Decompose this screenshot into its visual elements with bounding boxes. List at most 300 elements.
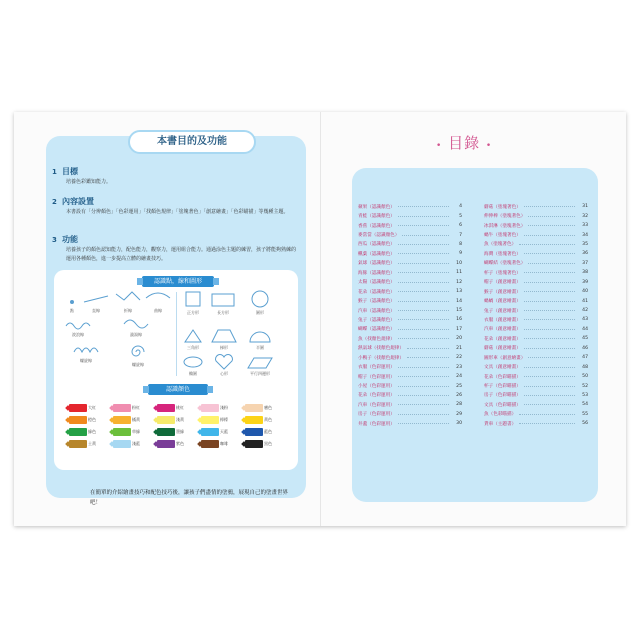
toc-leader-dots	[524, 235, 575, 236]
toc-entry-page: 50	[582, 374, 588, 380]
toc-leader-dots	[524, 291, 575, 292]
toc-leader-dots	[519, 414, 575, 415]
toc-entry-page: 44	[582, 326, 588, 332]
toc-entry-title: 花朵（認識顏色）	[358, 289, 395, 295]
toc-entry-title: 花朵（創意繪畫）	[484, 336, 521, 342]
toc-entry[interactable]	[484, 211, 588, 220]
toc-entry-title: 房子（色彩運用）	[358, 412, 395, 418]
wave-icon	[66, 323, 90, 329]
toc-entry-page: 16	[456, 317, 462, 323]
toc-entry-page: 32	[582, 213, 588, 219]
toc-entry-title: 蘑菇（塗塊著色）	[484, 204, 521, 210]
crayon-body	[157, 428, 175, 436]
toc-entry-title: 帽子（色彩運用）	[358, 374, 395, 380]
toc-entry[interactable]	[484, 306, 588, 315]
toc-entry-title: 杯子（塗塊著色）	[484, 270, 521, 276]
toc-leader-dots	[398, 329, 449, 330]
toc-leader-dots	[398, 216, 449, 217]
toc-entry-title: 西瓜（認識顏色）	[358, 242, 395, 248]
toc-entry[interactable]	[358, 230, 462, 239]
toc-entry-title: 猴子（創意繪畫）	[484, 289, 521, 295]
toc-entry[interactable]	[358, 325, 462, 334]
toc-entry-page: 13	[456, 289, 462, 295]
crayon-label: 藍色	[264, 429, 272, 434]
toc-entry[interactable]	[484, 202, 588, 211]
toc-entry-title: 魚（塗塊著色）	[484, 242, 517, 248]
crayon-label: 淺黃	[176, 417, 184, 422]
toc-entry-page: 14	[456, 298, 462, 304]
crayon-swatch	[154, 440, 184, 448]
crayon-swatch	[110, 440, 140, 448]
toc-entry[interactable]	[484, 325, 588, 334]
toc-entry-title: 兔子（創意繪畫）	[484, 308, 521, 314]
crayon-swatch	[66, 404, 96, 412]
crayon-label: 綠色	[88, 429, 96, 434]
toc-entry-title: 小鴨子（找顏色規律）	[358, 355, 404, 361]
toc-entry-title: 文具（色彩瞄描）	[484, 402, 521, 408]
toc-entry[interactable]	[484, 278, 588, 287]
toc-entry[interactable]	[358, 334, 462, 343]
toc-column-1	[358, 202, 462, 429]
crayon-swatch	[242, 416, 272, 424]
toc-leader-dots	[524, 329, 575, 330]
toc-entry-title: 兔子（認識顏色）	[358, 317, 395, 323]
toc-entry-title: 氣球（認識顏色）	[358, 261, 395, 267]
crayon-body	[69, 404, 87, 412]
label-point: 點	[70, 308, 74, 313]
toc-column-2	[484, 202, 588, 429]
toc-entry-title: 小屋（色彩運用）	[358, 384, 395, 390]
label-loop: 螺旋線	[80, 358, 92, 363]
crayon-body	[245, 404, 263, 412]
toc-entry[interactable]	[484, 400, 588, 409]
crayon-swatch	[66, 440, 96, 448]
toc-entry[interactable]	[358, 391, 462, 400]
crayon-body	[113, 404, 131, 412]
toc-entry[interactable]	[484, 249, 588, 258]
toc-entry[interactable]	[358, 221, 462, 230]
toc-leader-dots	[524, 404, 575, 405]
toc-entry[interactable]	[358, 278, 462, 287]
toc-entry[interactable]	[358, 287, 462, 296]
crayon-swatch	[198, 428, 228, 436]
label-ellipse: 橢圓	[189, 371, 197, 376]
toc-leader-dots	[398, 404, 449, 405]
crayon-label: 粉紅	[132, 405, 140, 410]
circle-icon	[252, 291, 268, 307]
toc-entry-page: 38	[582, 270, 588, 276]
crayon-body	[69, 440, 87, 448]
crayon-label: 橙色	[88, 417, 96, 422]
toc-leader-dots	[524, 386, 575, 387]
label-wave: 波浪線	[72, 332, 84, 337]
crayon-body	[157, 404, 175, 412]
toc-entry-page: 55	[582, 411, 588, 417]
toc-entry-title: 衣服（創意繪畫）	[484, 317, 521, 323]
purpose-title: 本書目的及功能	[128, 130, 256, 154]
crayon-label: 橘黃	[132, 417, 140, 422]
toc-entry-page: 7	[459, 232, 462, 238]
crayon-body	[201, 428, 219, 436]
label-spiral: 螺旋線	[132, 362, 144, 367]
crayon-body	[201, 416, 219, 424]
section-content-desc: 本書設有「分辨顏色」「色彩運用」「找顏色規律」「塗塊著色」「創意繪畫」「色彩瞄描」等幾種主題。	[66, 209, 289, 215]
toc-entry-title: 貨車（主題書）	[484, 421, 517, 427]
toc-entry[interactable]	[358, 249, 462, 258]
colors-ribbon: 認識顏色	[148, 384, 208, 395]
toc-entry-title: 魚（找顏色規律）	[358, 336, 395, 342]
toc-entry-page: 25	[456, 383, 462, 389]
toc-entry-page: 30	[456, 421, 462, 427]
toc-entry[interactable]	[358, 268, 462, 277]
toc-entry-page: 37	[582, 260, 588, 266]
toc-entry-page: 52	[582, 383, 588, 389]
toc-leader-dots	[402, 235, 449, 236]
toc-entry-title: 衣服（色彩運用）	[358, 365, 395, 371]
toc-entry-page: 53	[582, 392, 588, 398]
toc-dot-right: •	[485, 141, 493, 151]
toc-entry-page: 17	[456, 326, 462, 332]
toc-entry-title: 蝸蝸（創意繪畫）	[484, 299, 521, 305]
parallelogram-icon	[248, 358, 272, 368]
label-wave-line: 漩渦線	[130, 332, 142, 337]
loop-line-icon	[74, 348, 98, 352]
crayon-label: 黃色	[264, 417, 272, 422]
toc-entry[interactable]	[484, 268, 588, 277]
toc-entry-title: 杯子（色彩瞄描）	[484, 384, 521, 390]
toc-entry-title: 太陽（認識顏色）	[358, 280, 395, 286]
toc-entry[interactable]	[358, 410, 462, 419]
toc-entry[interactable]	[484, 259, 588, 268]
toc-leader-dots	[398, 395, 449, 396]
toc-leader-dots	[524, 253, 575, 254]
toc-entry[interactable]	[358, 202, 462, 211]
toc-entry-page: 54	[582, 402, 588, 408]
crayon-swatch	[198, 404, 228, 412]
toc-entry-page: 20	[456, 336, 462, 342]
toc-leader-dots	[398, 367, 449, 368]
toc-entry-page: 22	[456, 355, 462, 361]
toc-leader-dots	[398, 225, 449, 226]
toc-entry-title: 冰淇淋（塗塊著色）	[484, 223, 526, 229]
toc-entry[interactable]	[358, 419, 462, 428]
toc-leader-dots	[398, 376, 449, 377]
purpose-panel	[46, 136, 306, 506]
toc-entry-page: 28	[456, 402, 462, 408]
toc-entry[interactable]	[484, 362, 588, 371]
toc-entry-page: 47	[582, 355, 588, 361]
toc-entry-page: 56	[582, 421, 588, 427]
toc-entry-title: 帽子（創意繪畫）	[484, 280, 521, 286]
crayon-body	[69, 428, 87, 436]
toc-entry-title: 花朵（色彩瞄描）	[484, 374, 521, 380]
crayon-swatch	[242, 404, 272, 412]
crayon-label: 紫色	[176, 441, 184, 446]
toc-panel	[352, 168, 598, 502]
toc-leader-dots	[524, 376, 575, 377]
crayon-label: 淺藍	[132, 441, 140, 446]
crayon-body	[157, 416, 175, 424]
toc-entry-title: 蘋果（認識顏色）	[358, 204, 395, 210]
toc-entry[interactable]	[484, 334, 588, 343]
toc-entry[interactable]	[484, 230, 588, 239]
toc-entry[interactable]	[358, 315, 462, 324]
toc-entry-page: 42	[582, 308, 588, 314]
book-spine	[320, 112, 321, 526]
toc-leader-dots	[398, 319, 449, 320]
toc-entry-page: 9	[459, 251, 462, 257]
toc-leader-dots	[524, 206, 575, 207]
toc-entry-title: 麥當當（認識顏色）	[358, 233, 400, 239]
bottom-note: 在簡單的介紹繪畫技巧和配色技巧後，讓孩子們盡情的塗鴉，展現自己的塗畫世界吧！	[90, 490, 289, 506]
toc-entry-page: 33	[582, 223, 588, 229]
toc-leader-dots	[398, 291, 449, 292]
toc-dot-left: •	[436, 141, 443, 151]
toc-entry[interactable]	[484, 221, 588, 230]
toc-entry-title: 蘑菇（創意繪畫）	[484, 346, 521, 352]
toc-leader-dots	[524, 282, 575, 283]
toc-leader-dots	[398, 244, 449, 245]
toc-entry-title: 魚（色彩瞄描）	[484, 412, 517, 418]
crayon-label: 天藍	[220, 429, 228, 434]
label-heart: 心形	[220, 371, 228, 376]
toc-entry[interactable]	[484, 296, 588, 305]
label-triangle: 三角形	[187, 345, 199, 350]
crayon-label: 墨綠	[176, 429, 184, 434]
toc-leader-dots	[524, 395, 575, 396]
label-semicircle: 半圓	[256, 345, 264, 350]
toc-entry-page: 41	[582, 298, 588, 304]
crayon-body	[157, 440, 175, 448]
toc-entry[interactable]	[358, 344, 462, 353]
section-goal: 1 目標	[52, 167, 78, 176]
toc-leader-dots	[524, 272, 575, 273]
toc-entry-title: 花朵（色彩運用）	[358, 393, 395, 399]
toc-entry-title: 楓葉（認識顏色）	[358, 251, 395, 257]
section-function-desc: 培養孩子的顏色認知能力，配色能力，觀察力，運用組合能力。通過涂色主題的練習，孩子將能夠熟練的運用各種顏色，進一步提高立體的繪畫技巧。	[66, 247, 297, 262]
heart-icon	[216, 355, 233, 369]
toc-leader-dots	[398, 206, 449, 207]
toc-entry-page: 11	[456, 270, 462, 276]
crayon-body	[245, 416, 263, 424]
toc-entry-title: 井蓋（色彩運用）	[358, 421, 395, 427]
toc-entry-title: 海豚（認識顏色）	[358, 270, 395, 276]
toc-leader-dots	[398, 272, 449, 273]
toc-leader-dots	[398, 301, 449, 302]
toc-leader-dots	[519, 244, 575, 245]
crayon-body	[113, 428, 131, 436]
toc-entry-title: 伸伸棒（塗塊著色）	[484, 214, 526, 220]
crayon-body	[69, 416, 87, 424]
semicircle-icon	[250, 332, 270, 342]
toc-entry-page: 21	[456, 345, 462, 351]
toc-leader-dots	[398, 423, 449, 424]
toc-entry-page: 24	[456, 374, 462, 380]
toc-leader-dots	[398, 338, 449, 339]
toc-entry-title: 文具（創意繪畫）	[484, 365, 521, 371]
section-goal-desc: 培養色彩鑑知能力。	[66, 179, 112, 185]
toc-leader-dots	[524, 319, 575, 320]
toc-entry-title: 汽車（認識顏色）	[358, 308, 395, 314]
straight-line-icon	[84, 296, 108, 302]
toc-leader-dots	[528, 357, 575, 358]
section-content: 2 內容設置	[52, 197, 94, 206]
crayon-swatch	[198, 440, 228, 448]
toc-entry[interactable]	[358, 296, 462, 305]
toc-entry[interactable]	[358, 306, 462, 315]
book-spread	[14, 112, 626, 526]
label-parallelogram: 平行四邊形	[250, 371, 270, 376]
toc-entry-page: 29	[456, 411, 462, 417]
toc-leader-dots	[407, 357, 449, 358]
curve-icon	[146, 293, 170, 298]
toc-entry-page: 15	[456, 308, 462, 314]
crayon-swatch	[198, 416, 228, 424]
toc-entry[interactable]	[358, 259, 462, 268]
toc-entry[interactable]	[484, 372, 588, 381]
toc-entry-title: 熱氣球（找顏色規律）	[358, 346, 404, 352]
crayon-swatch	[154, 404, 184, 412]
toc-leader-dots	[528, 216, 575, 217]
crayon-swatch	[154, 416, 184, 424]
toc-entry[interactable]	[484, 419, 588, 428]
toc-entry-title: 房子（色彩瞄描）	[484, 393, 521, 399]
toc-entry[interactable]	[484, 344, 588, 353]
crayon-label: 淺粉	[220, 405, 228, 410]
spiral-icon	[132, 346, 144, 356]
crayon-swatch	[242, 440, 272, 448]
toc-leader-dots	[398, 414, 449, 415]
toc-entry-page: 8	[459, 241, 462, 247]
toc-leader-dots	[528, 225, 575, 226]
toc-leader-dots	[524, 310, 575, 311]
toc-entry[interactable]	[484, 410, 588, 419]
crayon-swatch	[110, 404, 140, 412]
label-circle: 圓形	[256, 310, 264, 315]
label-rectangle: 長方形	[217, 310, 229, 315]
toc-entry-title: 蝴蝶結（塗塊著色）	[484, 261, 526, 267]
crayon-body	[245, 428, 263, 436]
rectangle-icon	[212, 294, 234, 306]
label-square: 正方形	[187, 310, 199, 315]
square-icon	[186, 292, 200, 306]
crayon-label: 土黃	[88, 441, 96, 446]
crayon-label: 檸檬	[220, 417, 228, 422]
toc-entry[interactable]	[358, 353, 462, 362]
toc-entry[interactable]	[358, 381, 462, 390]
trapezoid-icon	[212, 330, 236, 342]
toc-entry-page: 45	[582, 336, 588, 342]
toc-leader-dots	[398, 282, 449, 283]
toc-entry-page: 12	[456, 279, 462, 285]
toc-leader-dots	[524, 338, 575, 339]
toc-entry[interactable]	[484, 391, 588, 400]
toc-entry[interactable]	[484, 381, 588, 390]
toc-entry-title: 蝴蝶（認識顏色）	[358, 327, 395, 333]
crayon-label: 大紅	[88, 405, 96, 410]
toc-entry-page: 26	[456, 392, 462, 398]
triangle-icon	[185, 330, 201, 342]
label-line: 直線	[92, 308, 100, 313]
toc-entry-page: 39	[582, 279, 588, 285]
toc-entry-title: 蝸牛（塗塊著色）	[484, 233, 521, 239]
toc-entry-title: 汽車（色彩運用）	[358, 402, 395, 408]
crayon-swatch	[66, 428, 96, 436]
toc-entry-page: 23	[456, 364, 462, 370]
toc-leader-dots	[398, 253, 449, 254]
toc-entry[interactable]	[358, 211, 462, 220]
toc-entry[interactable]	[358, 372, 462, 381]
polyline-icon	[116, 292, 140, 300]
toc-entry[interactable]	[358, 240, 462, 249]
toc-entry[interactable]	[484, 353, 588, 362]
crayon-label: 草綠	[132, 429, 140, 434]
label-curve: 曲線	[154, 308, 162, 313]
toc-entry-title: 猴子（認識顏色）	[358, 299, 395, 305]
toc-entry[interactable]	[484, 315, 588, 324]
crayon-label: 黑色	[264, 441, 272, 446]
toc-entry-page: 34	[582, 232, 588, 238]
crayon-body	[113, 416, 131, 424]
toc-leader-dots	[398, 263, 449, 264]
point-icon	[71, 301, 74, 304]
crayon-body	[201, 440, 219, 448]
toc-leader-dots	[519, 423, 575, 424]
toc-entry[interactable]	[358, 362, 462, 371]
toc-leader-dots	[407, 348, 449, 349]
toc-entry-title: 海灣（塗塊著色）	[484, 251, 521, 257]
crayon-body	[113, 440, 131, 448]
shapes-ribbon: 認識點，線和圖形	[142, 276, 214, 287]
toc-entry-page: 48	[582, 364, 588, 370]
toc-entry-page: 35	[582, 241, 588, 247]
toc-entry[interactable]	[484, 287, 588, 296]
toc-entry-title: 青蛙（認識顏色）	[358, 214, 395, 220]
toc-entry-page: 46	[582, 345, 588, 351]
toc-leader-dots	[524, 348, 575, 349]
crayon-swatch	[242, 428, 272, 436]
label-polyline: 折線	[124, 308, 132, 313]
toc-entry-title: 汽車（創意繪畫）	[484, 327, 521, 333]
wave-line-icon	[124, 320, 148, 328]
toc-entry-page: 40	[582, 289, 588, 295]
toc-entry-page: 31	[582, 204, 588, 210]
illustration-box	[54, 270, 298, 470]
toc-entry-title: 圖形車（創意繪畫）	[484, 355, 526, 361]
toc-entry-page: 43	[582, 317, 588, 323]
toc-leader-dots	[524, 367, 575, 368]
section-function: 3 功能	[52, 235, 78, 244]
crayon-swatch	[154, 428, 184, 436]
toc-entry-page: 10	[456, 260, 462, 266]
toc-entry-title: 香蕉（認識顏色）	[358, 223, 395, 229]
crayon-swatch	[66, 416, 96, 424]
toc-leader-dots	[398, 310, 449, 311]
toc-entry-page: 6	[459, 223, 462, 229]
toc-entry[interactable]	[484, 240, 588, 249]
toc-entry-page: 4	[459, 204, 462, 210]
ellipse-icon	[184, 357, 202, 367]
crayon-label: 膚色	[264, 405, 272, 410]
toc-entry-page: 5	[459, 213, 462, 219]
toc-entry[interactable]	[358, 400, 462, 409]
crayon-body	[245, 440, 263, 448]
toc-leader-dots	[398, 386, 449, 387]
crayon-swatch	[110, 416, 140, 424]
label-trapezoid: 梯形	[220, 345, 228, 350]
crayon-body	[201, 404, 219, 412]
crayon-label: 咖啡	[220, 441, 228, 446]
